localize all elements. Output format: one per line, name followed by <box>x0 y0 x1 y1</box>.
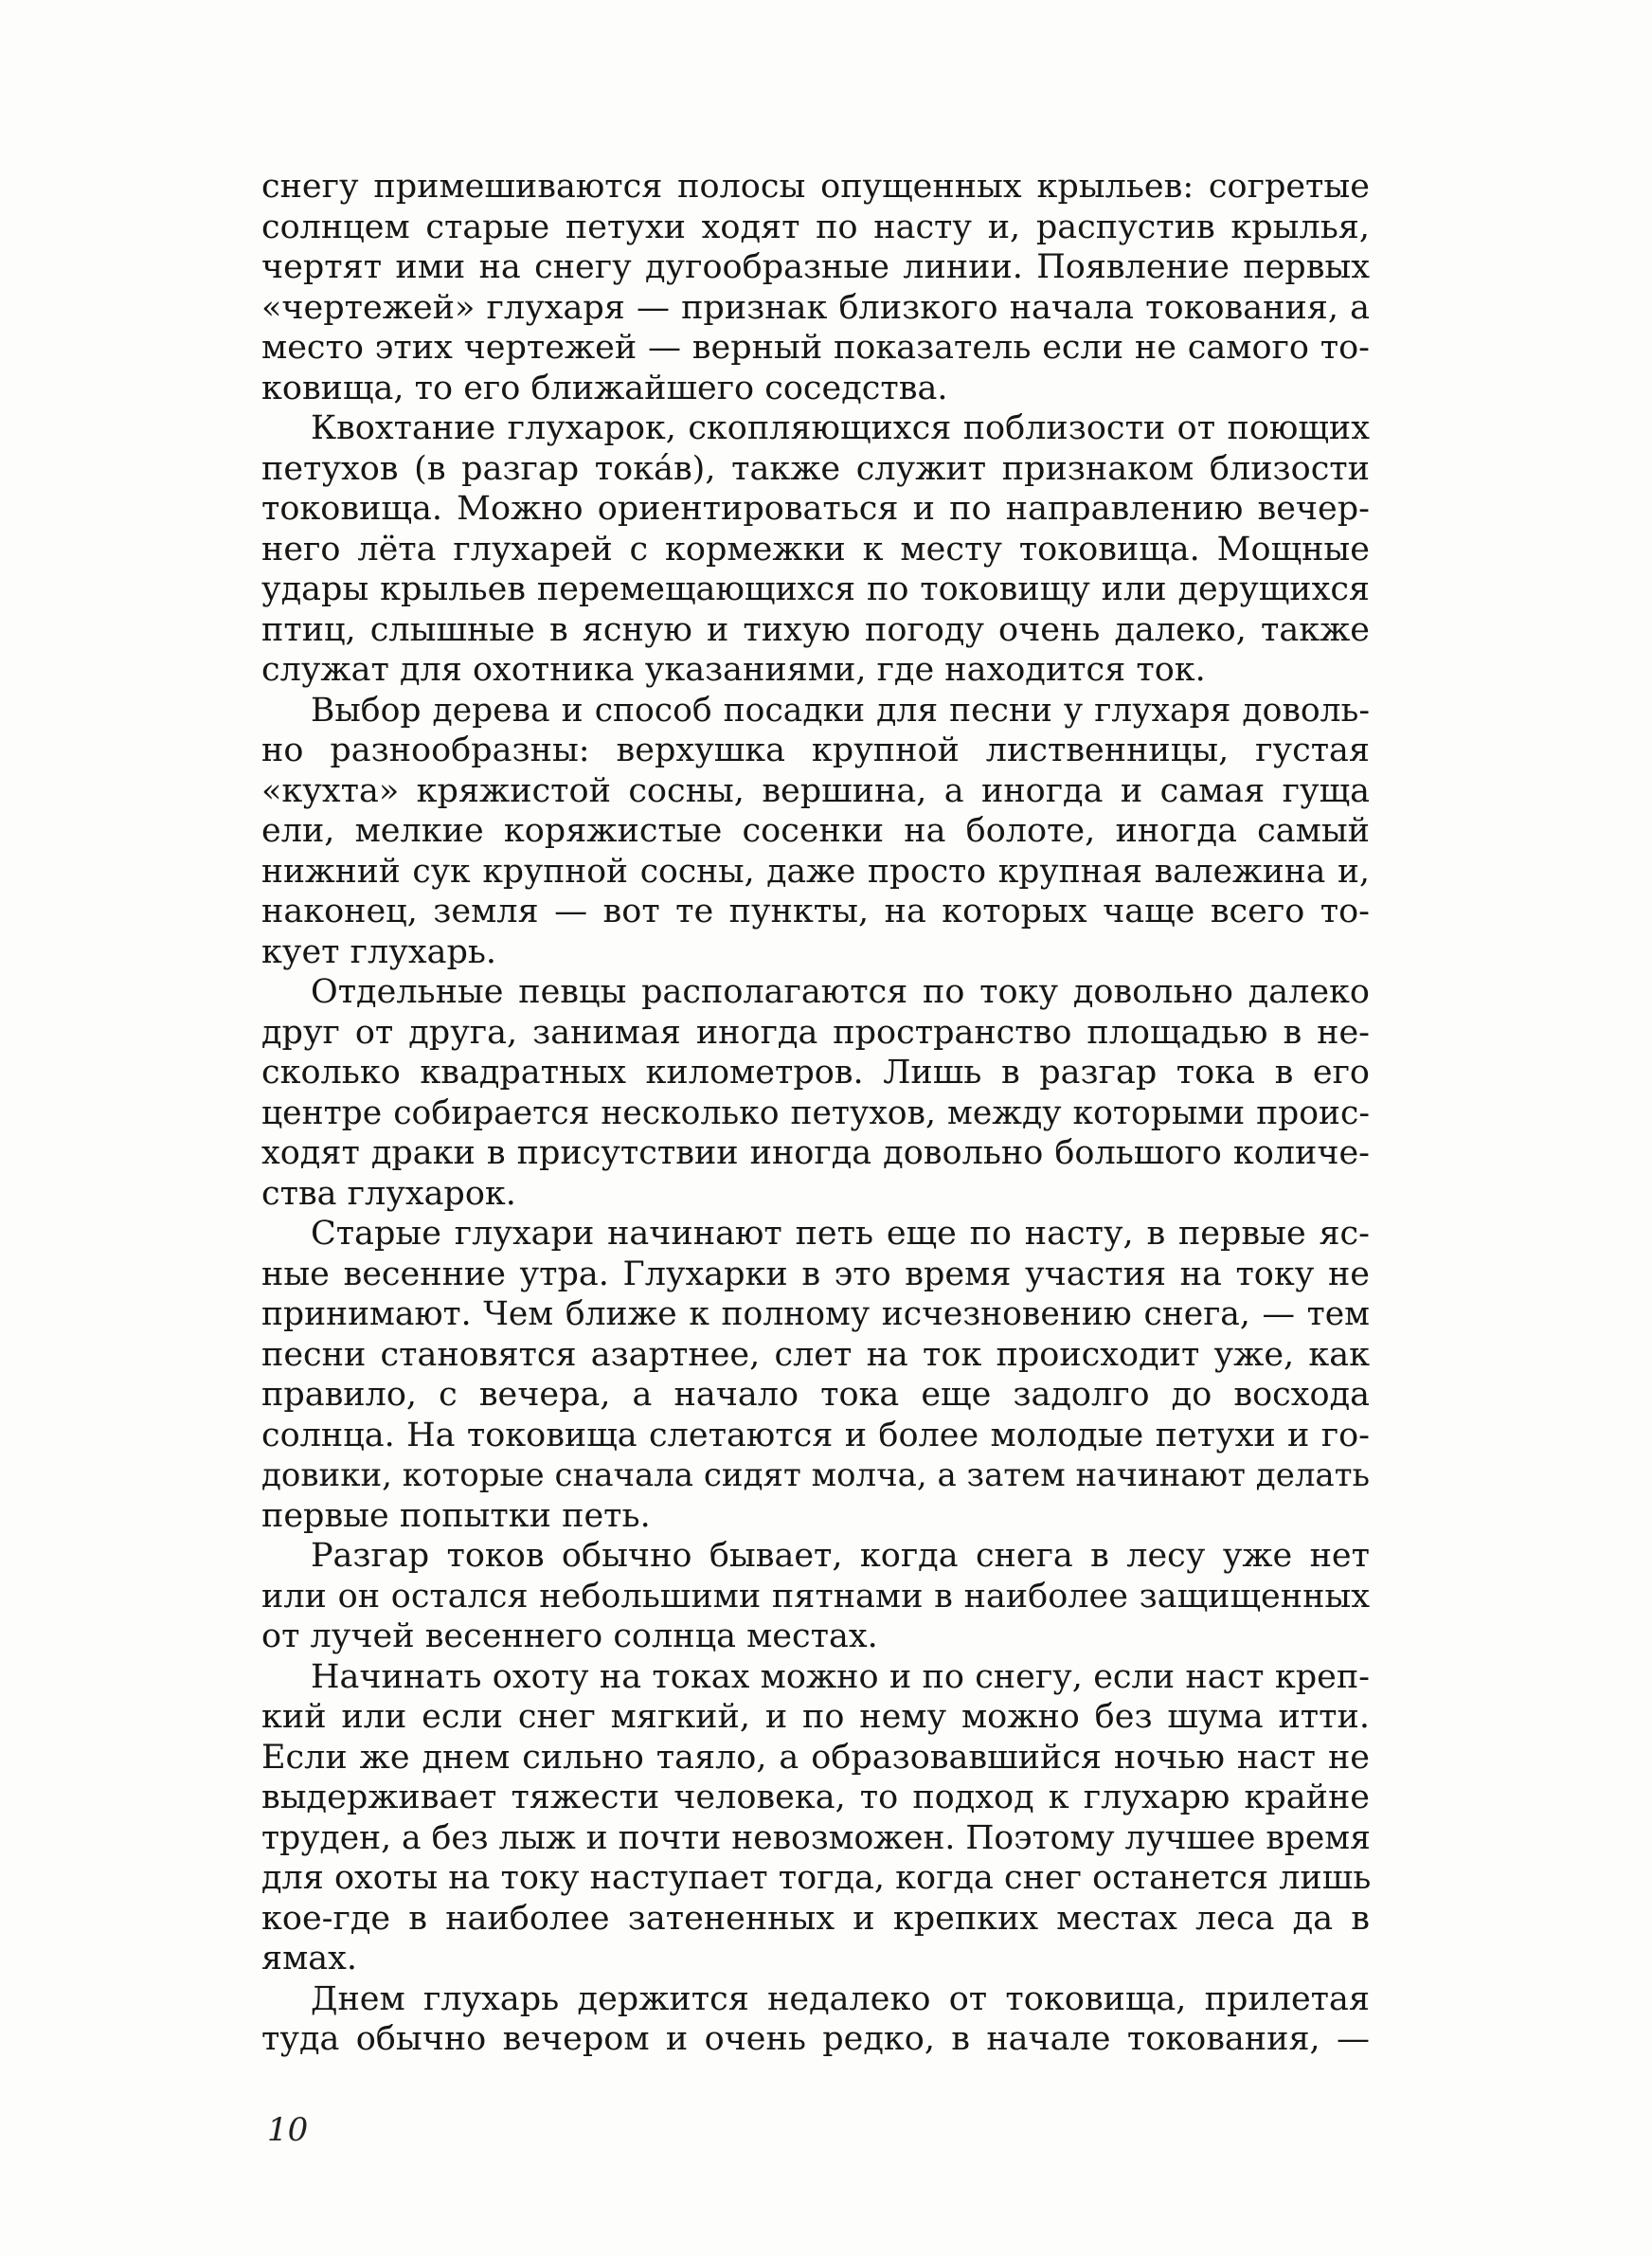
text-line: выдерживает тяжести человека, то подход к глухарю крайне <box>261 1779 1370 1816</box>
page-number: 10 <box>267 2111 309 2149</box>
text-line: ковища, то его ближайшего соседства. <box>261 369 948 407</box>
text-line: наконец, земля — вот те пункты, на которых чаще всего то- <box>261 893 1370 930</box>
text-line: от лучей весеннего солнца местах. <box>261 1617 878 1655</box>
text-line: Квохтание глухарок, скопляющихся поблизости от поющих <box>311 409 1370 447</box>
text-line: петухов (в разгар тока́в), также служит признаком близости <box>261 449 1370 488</box>
paragraph <box>261 1536 1370 1657</box>
text-line: кое-где в наиболее затененных и крепких местах леса да в <box>261 1899 1370 1938</box>
text-line: ные весенние утра. Глухарки в это время участия на току не <box>261 1255 1370 1293</box>
text-line: кий или если снег мягкий, и по нему можно без шума итти. <box>261 1698 1370 1736</box>
text-line: песни становятся азартнее, слет на ток происходит уже, как <box>261 1335 1370 1374</box>
text-line: птиц, слышные в ясную и тихую погоду очень далеко, также <box>261 610 1370 649</box>
text-line: ства глухарок. <box>261 1174 516 1213</box>
text-line: Если же днем сильно таяло, а образовавшийся ночью наст не <box>261 1738 1370 1777</box>
text-line: или он остался небольшими пятнами в наиболее защищенных <box>261 1577 1370 1616</box>
paragraph <box>261 1979 1370 2060</box>
paragraph <box>261 972 1370 1214</box>
paragraph <box>261 691 1370 973</box>
text-line: Отдельные певцы располагаются по току довольно далеко <box>311 973 1370 1011</box>
text-line: Начинать охоту на токах можно и по снегу, если наст креп- <box>311 1657 1370 1696</box>
text-line: ямах. <box>261 1940 358 1977</box>
text-line: него лёта глухарей с кормежки к месту токовища. Мощные <box>261 530 1370 569</box>
text-line: служат для охотника указаниями, где находится ток. <box>261 651 1206 689</box>
text-line: солнцем старые петухи ходят по насту и, распустив крылья, <box>261 208 1370 246</box>
text-line: туда обычно вечером и очень редко, в начале токования, — <box>261 2020 1370 2058</box>
text-line: Старые глухари начинают петь еще по насту, в первые яс- <box>311 1215 1370 1253</box>
text-line: труден, а без лыж и почти невозможен. Поэтому лучшее время <box>261 1818 1371 1857</box>
text-line: принимают. Чем ближе к полному исчезновению снега, — тем <box>261 1295 1370 1333</box>
text-line: центре собирается несколько петухов, между которыми проис- <box>261 1093 1370 1132</box>
paragraph <box>261 167 1370 408</box>
text-line: нижний сук крупной сосны, даже просто крупная валежина и, <box>261 852 1370 891</box>
text-line: солнца. На токовища слетаются и более молодые петухи и го- <box>261 1416 1370 1454</box>
body-text <box>261 167 1370 2060</box>
paragraph <box>261 408 1370 691</box>
text-line: Днем глухарь держится недалеко от токовища, прилетая <box>311 1979 1370 2018</box>
text-line: чертят ими на снегу дугообразные линии. Появление первых <box>261 248 1370 286</box>
text-line: довики, которые сначала сидят молча, а затем начинают делать <box>261 1456 1371 1494</box>
text-line: Разгар токов обычно бывает, когда снега в лесу уже нет <box>311 1537 1370 1575</box>
text-line: снегу примешиваются полосы опущенных крыльев: согретые <box>261 168 1370 206</box>
text-line: «чертежей» глухаря — признак близкого начала токования, а <box>261 288 1370 327</box>
text-line: кует глухарь. <box>261 932 497 971</box>
paragraph <box>261 1214 1370 1536</box>
text-line: сколько квадратных километров. Лишь в разгар тока в его <box>261 1054 1370 1092</box>
text-line: «кухта» кряжистой сосны, вершина, а иногда и самая гуща <box>261 771 1370 810</box>
text-line: друг от друга, занимая иногда пространство площадью в не- <box>261 1013 1370 1052</box>
text-line: ели, мелкие коряжистые сосенки на болоте, иногда самый <box>261 812 1370 850</box>
text-line: Выбор дерева и способ посадки для песни у глухаря доволь- <box>311 691 1370 730</box>
text-line: токовища. Можно ориентироваться и по направлению вечер- <box>261 490 1370 528</box>
text-line: удары крыльев перемещающихся по токовищу или дерущихся <box>261 570 1370 608</box>
paragraph <box>261 1657 1370 1979</box>
text-line: место этих чертежей — верный показатель если не самого то- <box>261 329 1370 367</box>
text-line: правило, с вечера, а начало тока еще задолго до восхода <box>261 1376 1370 1414</box>
text-line: первые попытки петь. <box>261 1496 651 1535</box>
text-line: ходят драки в присутствии иногда довольно большого количе- <box>261 1134 1370 1172</box>
text-line: для охоты на току наступает тогда, когда снег останется лишь <box>261 1859 1372 1897</box>
text-line: но разнообразны: верхушка крупной лиственницы, густая <box>261 731 1370 769</box>
